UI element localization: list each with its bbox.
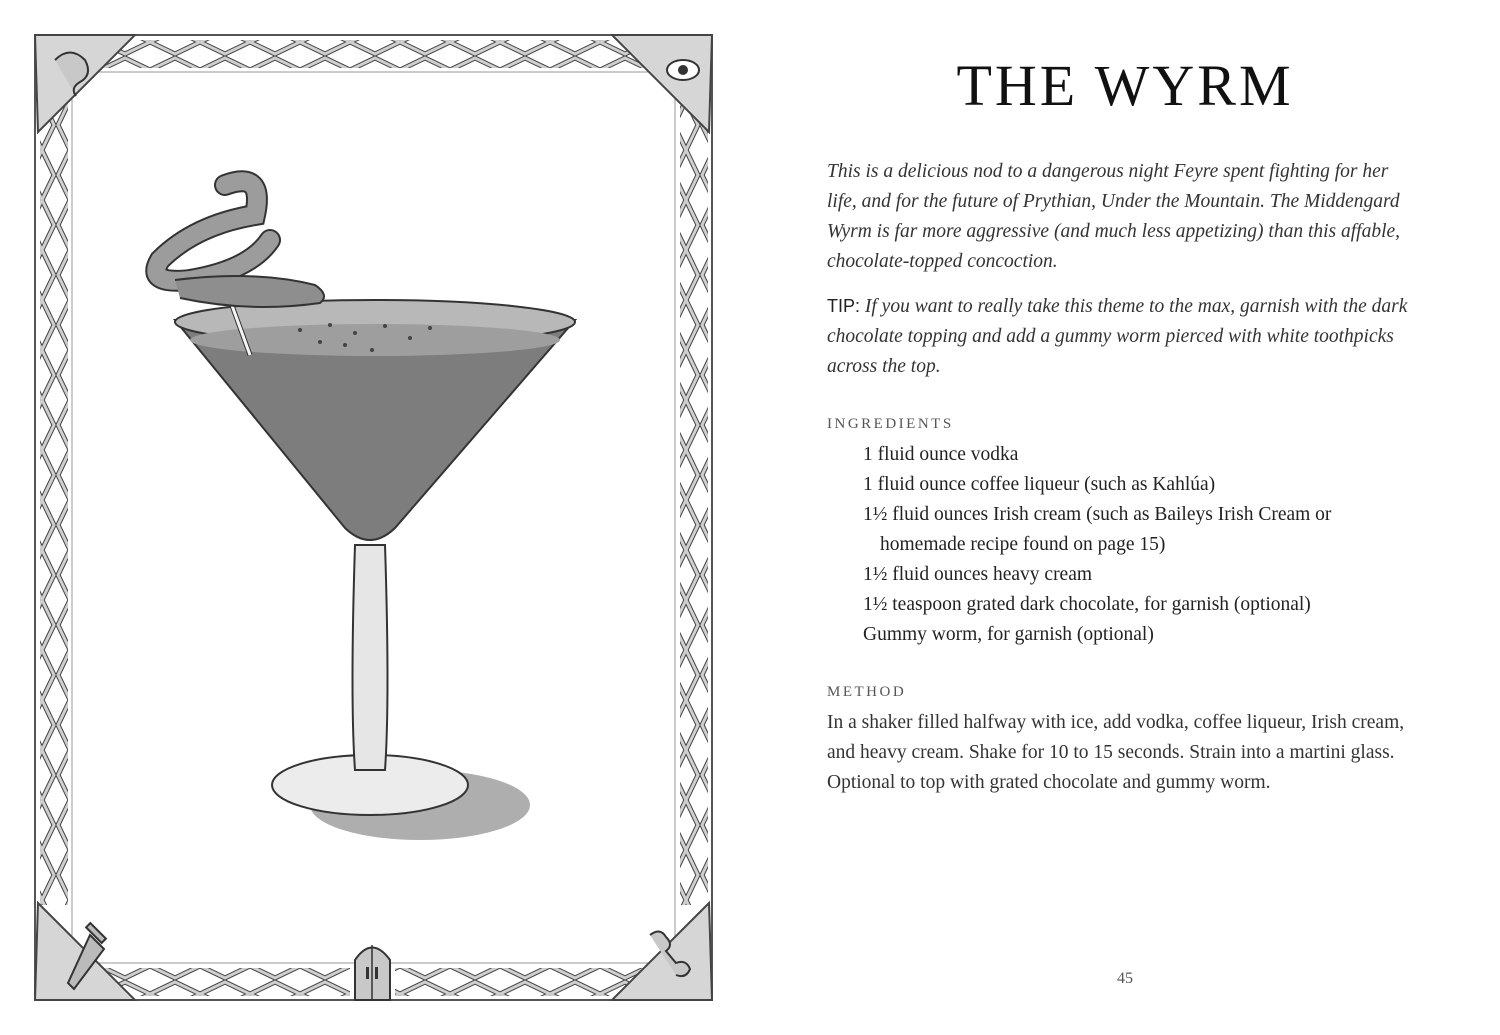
recipe-page: [750, 0, 1500, 1035]
arched-door-icon: [355, 945, 390, 1000]
martini-glass: [175, 300, 575, 840]
eye-icon: [667, 60, 699, 80]
ingredient-item: 1½ fluid ounces heavy cream: [863, 564, 1093, 585]
tip-paragraph: [827, 291, 1417, 382]
ingredient-item: 1½ teaspoon grated dark chocolate, for garnish (optional): [863, 594, 1311, 615]
recipe-title: THE WYRM: [956, 53, 1294, 118]
ingredients-heading: INGREDIENTS: [827, 416, 954, 432]
ingredient-item: Gummy worm, for garnish (optional): [863, 624, 1154, 645]
gummy-worm: [156, 181, 324, 307]
ingredients-list: [863, 440, 1423, 650]
method-text: In a shaker filled halfway with ice, add vodka, coffee liqueur, Irish cream, and heavy cream. Shake for 10 to 15 seconds. Strain into a martini glass. Optional to top with grated chocolate and gummy worm.: [827, 712, 1405, 793]
ingredient-item: 1½ fluid ounces Irish cream (such as Baileys Irish Cream or homemade recipe found on page 15): [863, 504, 1332, 555]
tip-text: If you want to really take this theme to the max, garnish with the dark chocolate topping and add a gummy worm pierced with white toothpicks across the top.: [827, 296, 1408, 377]
method-heading: METHOD: [827, 684, 907, 700]
tip-label: TIP:: [827, 296, 861, 316]
ingredient-item: 1 fluid ounce vodka: [863, 444, 1019, 465]
recipe-intro: This is a delicious nod to a dangerous night Feyre spent fighting for her life, and for the future of Prythian, Under the Mountain. The Middengard Wyrm is far more aggressive (and much less appetizing) than this affable, chocolate-topped concoction.: [827, 161, 1401, 272]
ingredient-item: 1 fluid ounce coffee liqueur (such as Kahlúa): [863, 474, 1216, 495]
page-number: 45: [1117, 970, 1133, 987]
